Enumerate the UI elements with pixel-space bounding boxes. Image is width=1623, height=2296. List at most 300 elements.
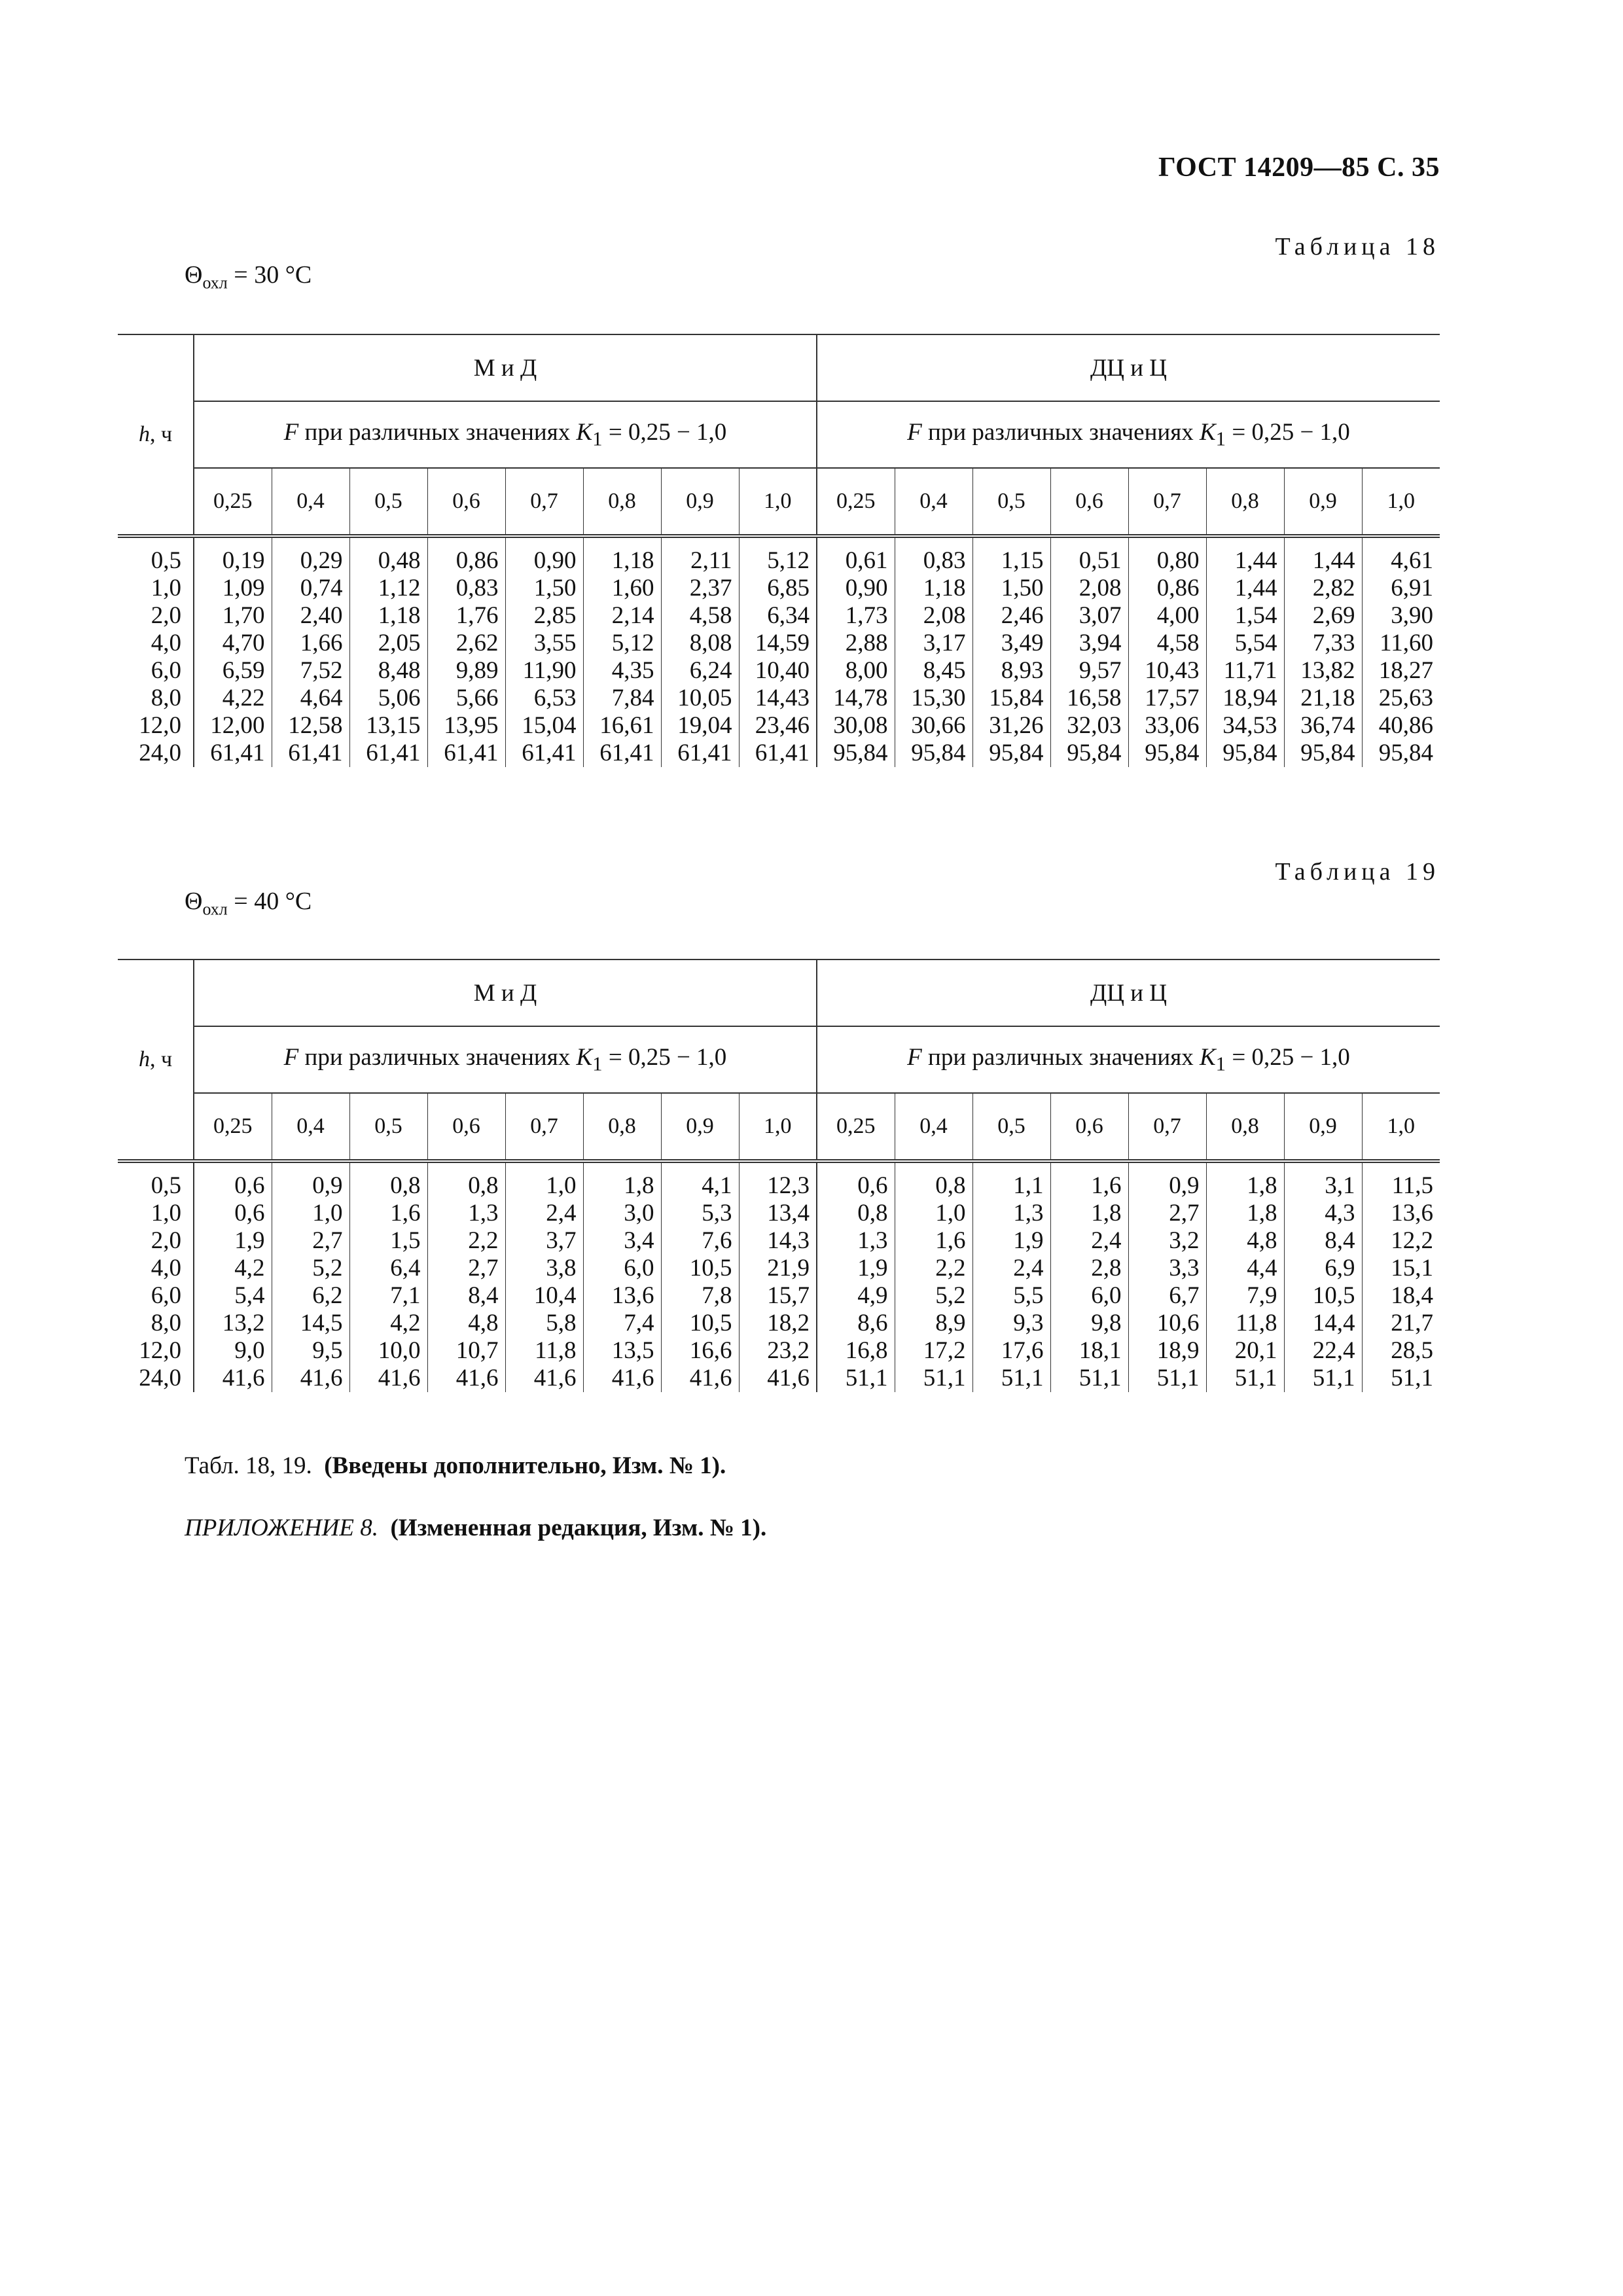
k-value-header: 1,0 [739,1093,817,1161]
f-value-cell: 0,61 [817,536,895,575]
f-value-cell: 2,11 [661,536,739,575]
f-value-cell: 1,0 [505,1161,583,1200]
f-value-cell: 14,3 [739,1227,817,1255]
f-value-cell: 1,9 [194,1227,272,1255]
f-value-cell: 14,5 [272,1310,349,1337]
f-value-cell: 40,86 [1362,712,1440,740]
table-18 [118,334,1440,767]
f-value-cell: 13,95 [427,712,505,740]
f-value-cell: 13,15 [349,712,427,740]
f-value-cell: 1,8 [1050,1200,1128,1227]
group-header-dc-c: ДЦ и Ц [817,960,1440,1026]
k-value-header: 0,7 [505,1093,583,1161]
table-row [118,740,1440,767]
f-value-cell: 2,2 [427,1227,505,1255]
f-value-cell: 16,6 [661,1337,739,1365]
table-row [118,657,1440,685]
f-value-cell: 10,7 [427,1337,505,1365]
table-row [118,712,1440,740]
f-value-cell: 1,50 [505,575,583,602]
f-value-cell: 3,07 [1050,602,1128,630]
f-value-cell: 41,6 [272,1365,349,1392]
f-value-cell: 1,0 [272,1200,349,1227]
f-value-cell: 13,4 [739,1200,817,1227]
f-value-cell: 51,1 [1128,1365,1206,1392]
f-value-cell: 11,5 [1362,1161,1440,1200]
f-value-cell: 8,9 [895,1310,972,1337]
f-value-cell: 41,6 [427,1365,505,1392]
h-value-cell: 24,0 [139,1365,181,1391]
f-value-cell: 1,70 [194,602,272,630]
k-value-header: 0,9 [1284,1093,1362,1161]
f-value-cell: 23,46 [739,712,817,740]
f-value-cell: 61,41 [349,740,427,767]
f-value-cell: 12,58 [272,712,349,740]
theta-subscript: охл [202,899,228,919]
f-value-cell: 51,1 [972,1365,1050,1392]
f-value-cell: 8,6 [817,1310,895,1337]
f-value-cell: 6,91 [1362,575,1440,602]
k-value-header: 0,6 [427,1093,505,1161]
f-value-cell: 1,66 [272,630,349,657]
f-value-cell: 10,6 [1128,1310,1206,1337]
f-value-cell: 2,08 [1050,575,1128,602]
f-value-cell: 95,84 [895,740,972,767]
f-value-cell: 18,2 [739,1310,817,1337]
theta-symbol: Θ [185,888,203,915]
k-value-header: 0,25 [817,468,895,536]
f-value-cell: 7,1 [349,1282,427,1310]
k-value-header: 0,7 [1128,1093,1206,1161]
f-value-cell: 7,6 [661,1227,739,1255]
f-value-cell: 3,1 [1284,1161,1362,1200]
f-value-cell: 9,8 [1050,1310,1128,1337]
f-value-cell: 1,12 [349,575,427,602]
f-value-cell: 10,5 [661,1310,739,1337]
f-value-cell: 1,8 [1206,1161,1284,1200]
f-value-cell: 1,60 [583,575,661,602]
f-value-cell: 2,7 [1128,1200,1206,1227]
f-value-cell: 6,7 [1128,1282,1206,1310]
f-value-cell: 14,59 [739,630,817,657]
table-18-cooling-temp [185,260,312,293]
k-value-header: 0,25 [194,468,272,536]
f-value-cell: 13,82 [1284,657,1362,685]
f-value-cell: 2,4 [972,1255,1050,1282]
f-value-cell: 12,2 [1362,1227,1440,1255]
f-value-cell: 2,7 [272,1227,349,1255]
f-value-cell: 51,1 [1284,1365,1362,1392]
f-value-cell: 21,9 [739,1255,817,1282]
h-value-cell: 6,0 [151,657,181,684]
f-value-cell: 6,34 [739,602,817,630]
f-value-cell: 95,84 [1050,740,1128,767]
f-value-cell: 0,19 [194,536,272,575]
f-value-cell: 1,0 [895,1200,972,1227]
f-value-cell: 3,55 [505,630,583,657]
k-value-header: 0,7 [505,468,583,536]
h-value-cell: 4,0 [151,630,181,656]
table-row [118,1200,1440,1227]
k-value-header: 0,7 [1128,468,1206,536]
table-row [118,1365,1440,1392]
f-value-cell: 0,29 [272,536,349,575]
f-value-cell: 3,90 [1362,602,1440,630]
f-value-cell: 12,00 [194,712,272,740]
f-value-cell: 0,74 [272,575,349,602]
f-value-cell: 2,2 [895,1255,972,1282]
f-value-cell: 1,6 [349,1200,427,1227]
k-value-header: 0,9 [1284,468,1362,536]
f-value-cell: 0,6 [817,1161,895,1200]
f-value-cell: 6,85 [739,575,817,602]
f-value-cell: 0,8 [427,1161,505,1200]
f-value-cell: 18,27 [1362,657,1440,685]
f-value-cell: 3,8 [505,1255,583,1282]
f-value-cell: 18,94 [1206,685,1284,712]
footnote-tables-added [185,1452,726,1480]
f-value-cell: 6,2 [272,1282,349,1310]
f-value-cell: 8,4 [427,1282,505,1310]
k-value-header: 0,5 [972,1093,1050,1161]
f-value-cell: 1,44 [1206,536,1284,575]
f-value-cell: 10,05 [661,685,739,712]
f-value-cell: 30,08 [817,712,895,740]
f-value-cell: 2,88 [817,630,895,657]
f-value-cell: 1,76 [427,602,505,630]
f-value-cell: 9,57 [1050,657,1128,685]
f-value-cell: 1,3 [817,1227,895,1255]
f-value-cell: 51,1 [1050,1365,1128,1392]
table-row [118,1255,1440,1282]
f-value-cell: 61,41 [427,740,505,767]
f-value-cell: 1,8 [1206,1200,1284,1227]
f-value-cell: 3,94 [1050,630,1128,657]
f-value-cell: 95,84 [817,740,895,767]
f-value-cell: 51,1 [895,1365,972,1392]
footnote-table-ref: Табл. 18, 19. [185,1452,312,1479]
f-value-cell: 7,8 [661,1282,739,1310]
f-value-cell: 5,2 [895,1282,972,1310]
f-value-cell: 1,73 [817,602,895,630]
f-value-cell: 10,4 [505,1282,583,1310]
k-value-header: 0,4 [895,468,972,536]
f-value-cell: 41,6 [505,1365,583,1392]
theta-value: = 40 °С [227,888,312,915]
f-value-cell: 4,70 [194,630,272,657]
k-value-header: 1,0 [1362,1093,1440,1161]
f-value-cell: 16,58 [1050,685,1128,712]
f-value-cell: 95,84 [972,740,1050,767]
f-value-cell: 4,4 [1206,1255,1284,1282]
f-value-cell: 3,3 [1128,1255,1206,1282]
f-value-cell: 8,4 [1284,1227,1362,1255]
f-value-cell: 11,71 [1206,657,1284,685]
f-value-cell: 13,2 [194,1310,272,1337]
h-value-cell: 2,0 [151,1227,181,1254]
f-value-cell: 3,49 [972,630,1050,657]
f-value-cell: 23,2 [739,1337,817,1365]
f-value-cell: 5,12 [583,630,661,657]
f-value-cell: 0,6 [194,1161,272,1200]
f-value-cell: 1,3 [427,1200,505,1227]
table-19-title: Таблица 19 [1275,858,1440,886]
f-value-cell: 0,8 [349,1161,427,1200]
table-row [118,1161,1440,1200]
f-caption-left: F при различных значениях $K_1 = 0,25 - 1,0$ [194,401,817,468]
f-value-cell: 6,9 [1284,1255,1362,1282]
f-value-cell: 1,15 [972,536,1050,575]
f-value-cell: 14,43 [739,685,817,712]
k-value-header: 0,5 [972,468,1050,536]
table-row [118,630,1440,657]
f-value-cell: 28,5 [1362,1337,1440,1365]
f-value-cell: 0,8 [895,1161,972,1200]
k-value-header: 0,9 [661,468,739,536]
group-header-dc-c: ДЦ и Ц [817,334,1440,401]
footnote-revision: (Измененная редакция, Изм. № 1). [390,1515,767,1541]
f-value-cell: 15,1 [1362,1255,1440,1282]
k-value-header: 0,8 [1206,1093,1284,1161]
page-header: ГОСТ 14209—85 С. 35 [1158,152,1440,183]
f-value-cell: 13,6 [583,1282,661,1310]
f-value-cell: 1,5 [349,1227,427,1255]
f-value-cell: 33,06 [1128,712,1206,740]
f-value-cell: 11,90 [505,657,583,685]
k-value-header: 0,25 [817,1093,895,1161]
f-value-cell: 31,26 [972,712,1050,740]
h-value-cell: 1,0 [151,1200,181,1227]
f-value-cell: 4,64 [272,685,349,712]
f-value-cell: 61,41 [194,740,272,767]
f-value-cell: 61,41 [739,740,817,767]
f-value-cell: 95,84 [1362,740,1440,767]
k-value-header: 0,8 [583,1093,661,1161]
f-value-cell: 61,41 [661,740,739,767]
f-value-cell: 15,04 [505,712,583,740]
f-value-cell: 5,66 [427,685,505,712]
f-value-cell: 2,7 [427,1255,505,1282]
f-value-cell: 25,63 [1362,685,1440,712]
f-value-cell: 4,8 [427,1310,505,1337]
k-value-header: 0,6 [427,468,505,536]
table-row [118,536,1440,575]
f-value-cell: 16,8 [817,1337,895,1365]
f-value-cell: 21,7 [1362,1310,1440,1337]
f-value-cell: 41,6 [349,1365,427,1392]
f-value-cell: 8,48 [349,657,427,685]
f-value-cell: 15,30 [895,685,972,712]
h-value-cell: 1,0 [151,575,181,601]
f-value-cell: 4,22 [194,685,272,712]
f-value-cell: 1,6 [1050,1161,1128,1200]
f-value-cell: 7,4 [583,1310,661,1337]
f-value-cell: 6,24 [661,657,739,685]
f-value-cell: 4,1 [661,1161,739,1200]
f-value-cell: 0,9 [1128,1161,1206,1200]
f-value-cell: 1,1 [972,1161,1050,1200]
f-value-cell: 2,62 [427,630,505,657]
k-value-header: 0,4 [895,1093,972,1161]
group-header-m-d: М и Д [194,960,817,1026]
f-value-cell: 6,0 [1050,1282,1128,1310]
f-value-cell: 5,06 [349,685,427,712]
h-column-header: h, ч [118,334,194,536]
f-value-cell: 3,17 [895,630,972,657]
f-value-cell: 2,82 [1284,575,1362,602]
f-value-cell: 5,8 [505,1310,583,1337]
f-value-cell: 1,18 [349,602,427,630]
f-value-cell: 0,80 [1128,536,1206,575]
h-value-cell: 24,0 [139,740,181,766]
f-value-cell: 10,0 [349,1337,427,1365]
f-value-cell: 2,14 [583,602,661,630]
f-value-cell: 4,61 [1362,536,1440,575]
f-value-cell: 1,18 [895,575,972,602]
footnote-appendix-ref: ПРИЛОЖЕНИЕ 8. [185,1515,378,1541]
f-value-cell: 21,18 [1284,685,1362,712]
f-caption-right: F при различных значениях $K_1 = 0,25 - 1,0$ [817,1026,1440,1093]
f-value-cell: 4,2 [194,1255,272,1282]
f-value-cell: 41,6 [661,1365,739,1392]
f-value-cell: 30,66 [895,712,972,740]
f-value-cell: 51,1 [817,1365,895,1392]
f-value-cell: 8,93 [972,657,1050,685]
f-value-cell: 1,09 [194,575,272,602]
f-value-cell: 61,41 [505,740,583,767]
f-value-cell: 1,8 [583,1161,661,1200]
f-value-cell: 16,61 [583,712,661,740]
f-value-cell: 3,7 [505,1227,583,1255]
h-value-cell: 0,5 [151,1172,181,1199]
table-19-cooling-temp [185,887,312,920]
f-value-cell: 4,8 [1206,1227,1284,1255]
h-value-cell: 2,0 [151,602,181,629]
f-value-cell: 5,5 [972,1282,1050,1310]
f-value-cell: 5,54 [1206,630,1284,657]
table-row [118,1310,1440,1337]
h-value-cell: 0,5 [151,547,181,574]
f-value-cell: 4,58 [661,602,739,630]
k-value-header: 0,5 [349,468,427,536]
f-value-cell: 0,86 [1128,575,1206,602]
f-value-cell: 15,7 [739,1282,817,1310]
f-caption-left: F при различных значениях $K_1 = 0,25 - 1,0$ [194,1026,817,1093]
f-value-cell: 6,0 [583,1255,661,1282]
f-value-cell: 5,4 [194,1282,272,1310]
h-column-header: h, ч [118,960,194,1161]
f-value-cell: 8,08 [661,630,739,657]
h-value-cell: 12,0 [139,712,181,739]
k-value-header: 0,25 [194,1093,272,1161]
f-value-cell: 10,43 [1128,657,1206,685]
f-value-cell: 0,51 [1050,536,1128,575]
f-value-cell: 1,44 [1284,536,1362,575]
table-18-title: Таблица 18 [1275,233,1440,260]
f-value-cell: 5,2 [272,1255,349,1282]
h-value-cell: 8,0 [151,1310,181,1336]
f-value-cell: 36,74 [1284,712,1362,740]
f-value-cell: 3,4 [583,1227,661,1255]
f-value-cell: 51,1 [1362,1365,1440,1392]
k-value-header: 0,8 [1206,468,1284,536]
f-value-cell: 6,4 [349,1255,427,1282]
f-value-cell: 2,40 [272,602,349,630]
f-value-cell: 2,8 [1050,1255,1128,1282]
f-value-cell: 41,6 [583,1365,661,1392]
f-value-cell: 2,46 [972,602,1050,630]
f-value-cell: 14,4 [1284,1310,1362,1337]
f-value-cell: 0,86 [427,536,505,575]
f-value-cell: 34,53 [1206,712,1284,740]
f-value-cell: 7,9 [1206,1282,1284,1310]
k-value-header: 0,6 [1050,468,1128,536]
k-value-header: 0,5 [349,1093,427,1161]
f-value-cell: 1,6 [895,1227,972,1255]
table-row [118,1227,1440,1255]
f-value-cell: 95,84 [1206,740,1284,767]
f-value-cell: 11,8 [505,1337,583,1365]
f-value-cell: 4,3 [1284,1200,1362,1227]
f-value-cell: 14,78 [817,685,895,712]
k-value-header: 0,4 [272,468,349,536]
k-value-header: 1,0 [1362,468,1440,536]
f-value-cell: 6,53 [505,685,583,712]
f-value-cell: 19,04 [661,712,739,740]
f-value-cell: 9,5 [272,1337,349,1365]
f-value-cell: 51,1 [1206,1365,1284,1392]
f-value-cell: 0,83 [895,536,972,575]
group-header-m-d: М и Д [194,334,817,401]
table-19 [118,959,1440,1392]
f-value-cell: 8,00 [817,657,895,685]
k-value-header: 1,0 [739,468,817,536]
table-row [118,575,1440,602]
f-value-cell: 11,60 [1362,630,1440,657]
f-value-cell: 0,8 [817,1200,895,1227]
f-value-cell: 1,9 [972,1227,1050,1255]
f-value-cell: 1,9 [817,1255,895,1282]
h-value-cell: 4,0 [151,1255,181,1282]
f-value-cell: 5,12 [739,536,817,575]
f-value-cell: 17,2 [895,1337,972,1365]
f-value-cell: 95,84 [1128,740,1206,767]
f-value-cell: 32,03 [1050,712,1128,740]
table-row [118,685,1440,712]
f-value-cell: 10,40 [739,657,817,685]
f-value-cell: 7,33 [1284,630,1362,657]
f-value-cell: 12,3 [739,1161,817,1200]
f-value-cell: 1,18 [583,536,661,575]
f-value-cell: 2,08 [895,602,972,630]
f-value-cell: 95,84 [1284,740,1362,767]
f-value-cell: 4,35 [583,657,661,685]
f-value-cell: 2,05 [349,630,427,657]
f-value-cell: 18,1 [1050,1337,1128,1365]
f-value-cell: 18,9 [1128,1337,1206,1365]
f-value-cell: 4,9 [817,1282,895,1310]
f-value-cell: 11,8 [1206,1310,1284,1337]
theta-subscript: охл [202,273,228,293]
k-value-header: 0,4 [272,1093,349,1161]
f-value-cell: 17,6 [972,1337,1050,1365]
f-value-cell: 17,57 [1128,685,1206,712]
f-value-cell: 8,45 [895,657,972,685]
f-value-cell: 13,6 [1362,1200,1440,1227]
f-value-cell: 0,83 [427,575,505,602]
h-value-cell: 6,0 [151,1282,181,1309]
f-value-cell: 10,5 [1284,1282,1362,1310]
